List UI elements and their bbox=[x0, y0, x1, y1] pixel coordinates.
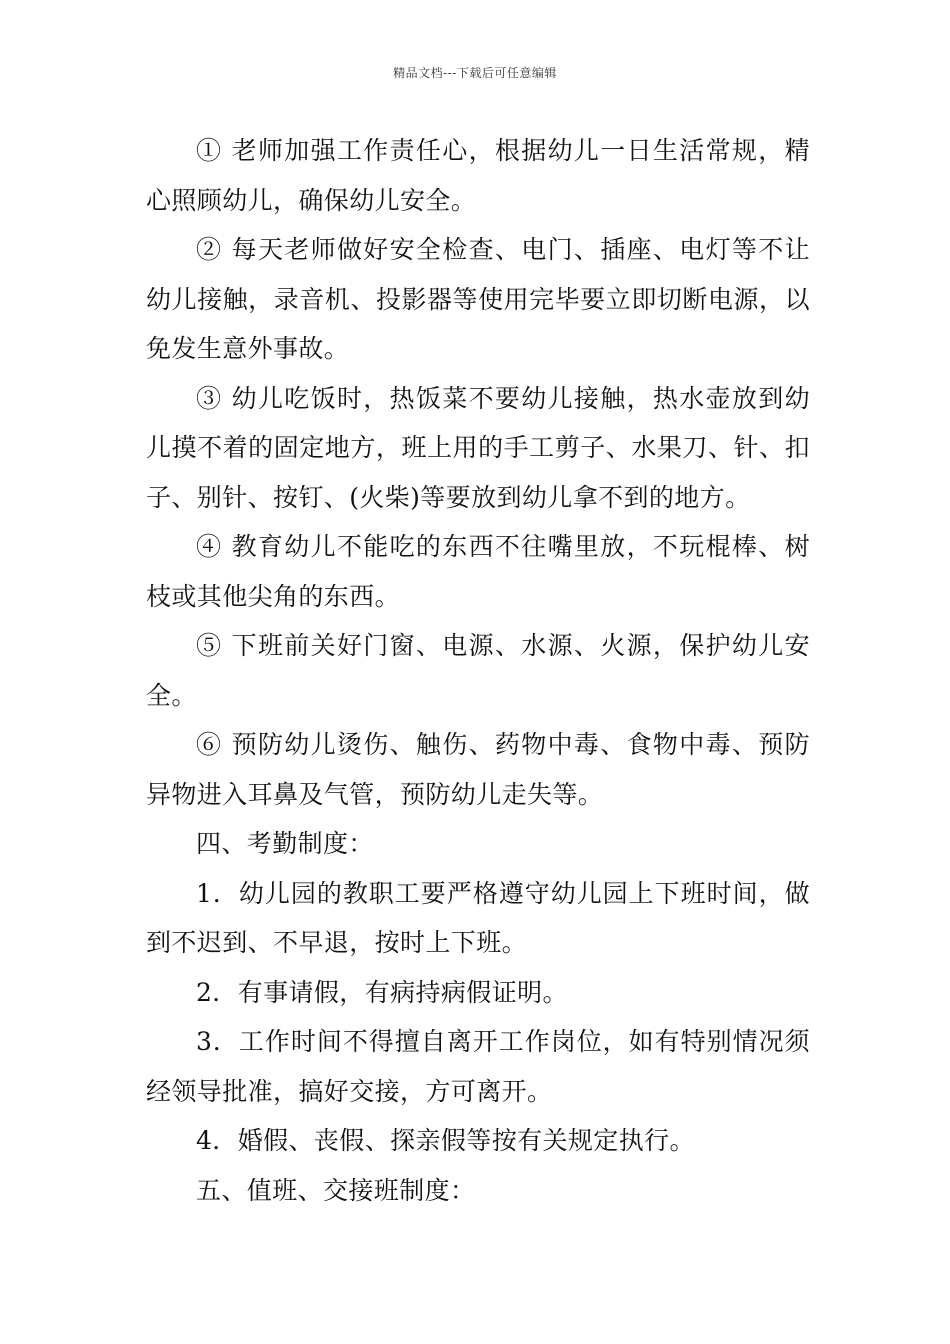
paragraph-safety-4: ④ 教育幼儿不能吃的东西不往嘴里放，不玩棍棒、树枝或其他尖角的东西。 bbox=[146, 532, 810, 611]
document-body bbox=[146, 126, 810, 1215]
paragraph-safety-1: ① 老师加强工作责任心，根据幼儿一日生活常规，精心照顾幼儿，确保幼儿安全。 bbox=[146, 136, 810, 215]
paragraph-safety-6: ⑥ 预防幼儿烫伤、触伤、药物中毒、食物中毒、预防异物进入耳鼻及气管，预防幼儿走失等。 bbox=[146, 730, 810, 809]
section-heading-attendance: 四、考勤制度： bbox=[196, 829, 374, 858]
section-heading-duty: 五、值班、交接班制度： bbox=[196, 1175, 476, 1205]
paragraph-attendance-3: 3．工作时间不得擅自离开工作岗位，如有特别情况须经领导批准，搞好交接，方可离开。 bbox=[146, 1027, 810, 1106]
paragraph-attendance-2: 2．有事请假，有病持病假证明。 bbox=[196, 977, 568, 1007]
paragraph-safety-5: ⑤ 下班前关好门窗、电源、水源、火源，保护幼儿安全。 bbox=[146, 631, 810, 710]
paragraph-attendance-1: 1．幼儿园的教职工要严格遵守幼儿园上下班时间，做到不迟到、不早退，按时上下班。 bbox=[146, 878, 810, 957]
paragraph-safety-2: ② 每天老师做好安全检查、电门、插座、电灯等不让幼儿接触，录音机、投影器等使用完毕要立即切断电源，以免发生意外事故。 bbox=[146, 235, 810, 363]
page-header: 精品文档---下载后可任意编辑 bbox=[393, 66, 557, 80]
paragraph-attendance-4: 4．婚假、丧假、探亲假等按有关规定执行。 bbox=[196, 1126, 695, 1155]
paragraph-safety-3: ③ 幼儿吃饭时，热饭菜不要幼儿接触，热水壶放到幼儿摸不着的固定地方，班上用的手工剪子、水果刀、针、扣子、别针、按钉、(火柴)等要放到幼儿拿不到的地方。 bbox=[146, 383, 810, 512]
